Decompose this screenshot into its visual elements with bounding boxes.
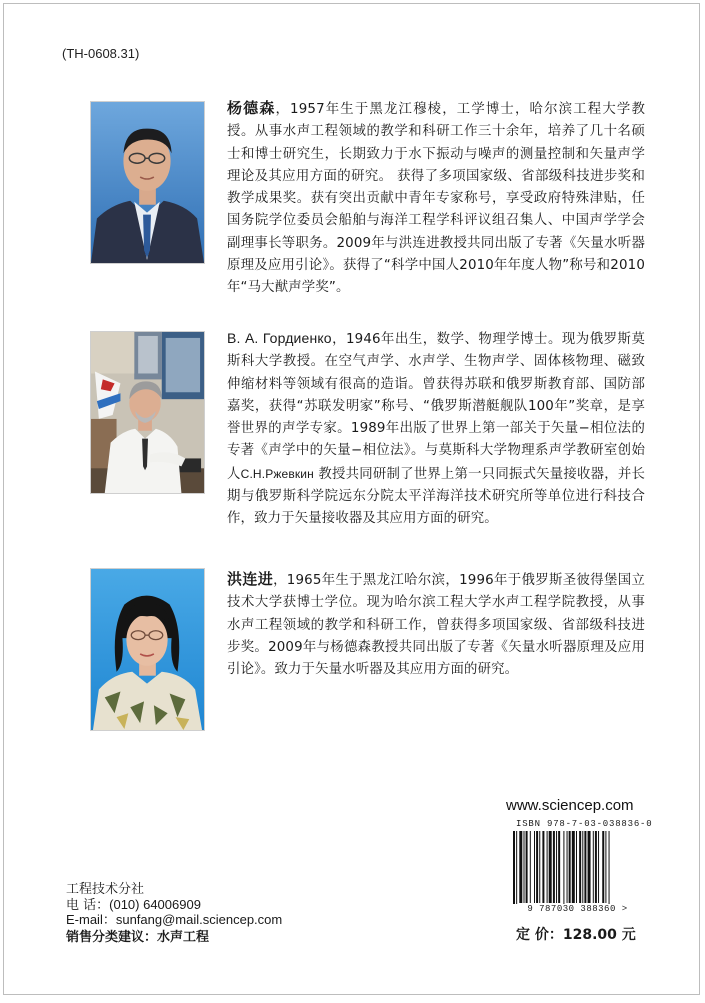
author-bio-text-yang: ，1957年生于黑龙江穆棱，工学博士，哈尔滨工程大学教授。从事水声工程领域的教学和科研工作三十余年，培养了几十名硕士和博士研究生，长期致力于水下振动与噪声的测量控制和矢量声学理论及其应用方面的研究。 获得了多项国家级、省部级科技进步奖和教学成果奖。获有突出贡献中青年专家称号，享受政府特殊津贴，任国务院学位委员会船舶与海洋工程学科评议组召集人、中国声学学会副理事长等职务。2009年与洪连进教授共同出版了专著《矢量水听器原理及应用引论》。获得了“科学中国人2010年年度人物”称号和2010年“马大猷声学奖”。 bbox=[227, 102, 645, 296]
barcode-bar bbox=[526, 831, 528, 903]
email-label: E-mail： bbox=[66, 912, 116, 927]
barcode-bar bbox=[572, 831, 575, 903]
isbn-label: ISBN 978-7-03-038836-0 bbox=[516, 819, 653, 829]
barcode-bar bbox=[563, 831, 564, 911]
barcode-bar bbox=[556, 831, 557, 903]
barcode-bar bbox=[584, 831, 586, 903]
barcode-bar bbox=[536, 831, 538, 903]
barcode-bar bbox=[569, 831, 571, 903]
author-bio-text-gordienko-1: ，1946年出生，数学、物理学博士。现为俄罗斯莫斯科大学教授。在空气声学、水声学、生物声学、固体核物理、磁致伸缩材料等领域有很高的造诣。曾获得苏联和俄罗斯教育部、国防部嘉奖，获得“苏联发明家”称号、“俄罗斯潜艇舰队100年”奖章，是享誉世界的声学专家。1989年出版了世界上第一部关于矢量−相位法的专著《声学中的矢量−相位法》。与莫斯科大学物理系声学教研室创始人 bbox=[227, 332, 645, 482]
barcode-bar bbox=[595, 831, 597, 903]
barcode-bar bbox=[605, 831, 606, 903]
publisher-website: www.sciencep.com bbox=[506, 797, 634, 814]
catalog-code: (TH-0608.31) bbox=[62, 46, 140, 61]
barcode-bar bbox=[582, 831, 583, 903]
barcode-bar bbox=[539, 831, 540, 903]
barcode-bar bbox=[558, 831, 560, 903]
barcode-bar bbox=[598, 831, 599, 903]
barcode-bar bbox=[602, 831, 604, 903]
barcode-bar bbox=[579, 831, 581, 903]
author-name-gordienko: В. А. Гордиенко bbox=[227, 330, 332, 346]
barcode-bar bbox=[534, 831, 535, 903]
barcode-bar bbox=[516, 831, 517, 911]
barcode-bar bbox=[513, 831, 515, 911]
publisher-division: 工程技术分社 bbox=[66, 882, 145, 897]
barcode-bar bbox=[567, 831, 568, 903]
barcode-bar bbox=[547, 831, 548, 903]
barcode-bar bbox=[588, 831, 591, 903]
author-bio-yang bbox=[227, 97, 645, 300]
phone-number: (010) 64006909 bbox=[109, 897, 201, 912]
author-bio-text-hong: ，1965年生于黑龙江哈尔滨，1996年于俄罗斯圣彼得堡国立技术大学获博士学位。现为哈尔滨工程大学水声工程学院教授，从事水声工程领域的教学和科研工作，曾获得多项国家级、省部级科技进步奖。2009年与杨德森教授共同出版了专著《矢量水听器原理及应用引论》。致力于矢量水听器及其应用方面的研究。 bbox=[227, 573, 645, 678]
author-photo-gordienko bbox=[90, 331, 205, 494]
author-bio-latin-name: С.Н.Ржевкин bbox=[240, 466, 314, 481]
barcode-bar bbox=[609, 831, 610, 911]
barcode-bar bbox=[576, 831, 577, 903]
phone-label: 电 话： bbox=[66, 898, 110, 913]
price-label: 定 价：128.00 元 bbox=[516, 927, 636, 943]
barcode-bar bbox=[542, 831, 544, 903]
author-photo-yang bbox=[90, 101, 205, 264]
email-address: sunfang@mail.sciencep.com bbox=[115, 912, 283, 927]
back-cover bbox=[3, 3, 700, 995]
barcode-bar bbox=[553, 831, 555, 903]
author-bio-text-gordienko-2: 教授共同研制了世界上第一只同振式矢量接收器，并长期与俄罗斯科学院远东分院太平洋海洋技术研究所等单位进行科技合作，致力于矢量接收器及其应用方面的研究。 bbox=[227, 466, 645, 527]
author-name-yang: 杨德森 bbox=[227, 99, 276, 117]
author-bio-gordienko bbox=[227, 327, 645, 531]
barcode-bar bbox=[530, 831, 531, 903]
isbn-barcode bbox=[511, 831, 644, 911]
barcode-bar bbox=[519, 831, 522, 903]
author-photo-hong bbox=[90, 568, 205, 731]
barcode-bar bbox=[524, 831, 525, 903]
barcode-bar bbox=[593, 831, 594, 903]
barcode-digits: 9 787030 388360 > bbox=[511, 904, 644, 914]
author-name-hong: 洪连进 bbox=[227, 570, 274, 588]
sales-category: 销售分类建议：水声工程 bbox=[66, 930, 210, 945]
barcode-bar bbox=[549, 831, 552, 903]
author-bio-hong bbox=[227, 568, 645, 681]
